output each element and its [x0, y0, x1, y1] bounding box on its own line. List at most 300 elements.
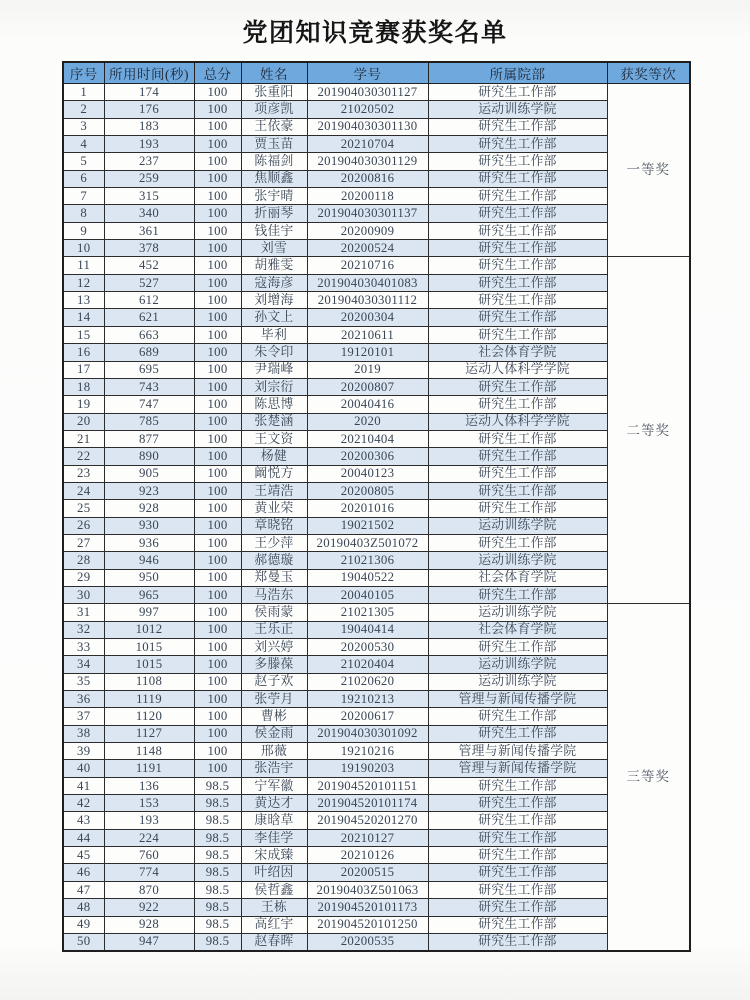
table-row [63, 396, 690, 413]
table-row [63, 881, 690, 898]
name-cell: 章晓铭 [241, 517, 307, 534]
table-row [63, 170, 690, 187]
department-cell: 研究生工作部 [428, 864, 607, 881]
time-cell: 153 [104, 795, 194, 812]
time-cell: 1012 [104, 621, 194, 638]
name-cell: 陈思博 [241, 396, 307, 413]
name-cell: 胡雅雯 [241, 257, 307, 274]
time-cell: 1015 [104, 656, 194, 673]
student-id-cell: 19210213 [307, 691, 428, 708]
name-cell: 侯金雨 [241, 725, 307, 742]
name-cell: 曹彬 [241, 708, 307, 725]
rank-cell: 42 [63, 795, 104, 812]
name-cell: 焦顺鑫 [241, 170, 307, 187]
header-rank: 序号 [63, 62, 104, 84]
score-cell: 98.5 [194, 916, 241, 933]
student-id-cell: 20210126 [307, 847, 428, 864]
table-row [63, 829, 690, 846]
student-id-cell: 19190203 [307, 760, 428, 777]
time-cell: 136 [104, 777, 194, 794]
department-cell: 研究生工作部 [428, 448, 607, 465]
header-name: 姓名 [241, 62, 307, 84]
table-row [63, 517, 690, 534]
time-cell: 1120 [104, 708, 194, 725]
department-cell: 研究生工作部 [428, 534, 607, 551]
header-score: 总分 [194, 62, 241, 84]
name-cell: 刘宗衍 [241, 378, 307, 395]
student-id-cell: 21020404 [307, 656, 428, 673]
score-cell: 98.5 [194, 864, 241, 881]
department-cell: 研究生工作部 [428, 465, 607, 482]
score-cell: 100 [194, 170, 241, 187]
student-id-cell: 201904030301130 [307, 118, 428, 135]
department-cell: 管理与新闻传播学院 [428, 691, 607, 708]
name-cell: 郝德璇 [241, 552, 307, 569]
department-cell: 研究生工作部 [428, 170, 607, 187]
time-cell: 1015 [104, 639, 194, 656]
student-id-cell: 19040414 [307, 621, 428, 638]
student-id-cell: 20200909 [307, 222, 428, 239]
table-row [63, 552, 690, 569]
table-row [63, 413, 690, 430]
score-cell: 98.5 [194, 881, 241, 898]
rank-cell: 7 [63, 188, 104, 205]
time-cell: 743 [104, 378, 194, 395]
department-cell: 管理与新闻传播学院 [428, 743, 607, 760]
student-id-cell: 20201016 [307, 500, 428, 517]
table-row [63, 448, 690, 465]
score-cell: 100 [194, 482, 241, 499]
table-row [63, 136, 690, 153]
department-cell: 管理与新闻传播学院 [428, 760, 607, 777]
table-row [63, 656, 690, 673]
rank-cell: 29 [63, 569, 104, 586]
table-row [63, 222, 690, 239]
rank-cell: 34 [63, 656, 104, 673]
time-cell: 259 [104, 170, 194, 187]
score-cell: 98.5 [194, 812, 241, 829]
rank-cell: 21 [63, 430, 104, 447]
score-cell: 100 [194, 205, 241, 222]
department-cell: 研究生工作部 [428, 933, 607, 950]
name-cell: 王少萍 [241, 534, 307, 551]
student-id-cell: 20200807 [307, 378, 428, 395]
rank-cell: 13 [63, 292, 104, 309]
name-cell: 叶绍因 [241, 864, 307, 881]
time-cell: 237 [104, 153, 194, 170]
department-cell: 研究生工作部 [428, 292, 607, 309]
table-row [63, 812, 690, 829]
award-level-cell: 二等奖 [607, 257, 690, 604]
score-cell: 100 [194, 552, 241, 569]
time-cell: 936 [104, 534, 194, 551]
score-cell: 100 [194, 500, 241, 517]
header-award-level: 获奖等次 [607, 62, 690, 84]
table-row [63, 673, 690, 690]
time-cell: 905 [104, 465, 194, 482]
name-cell: 贾玉苗 [241, 136, 307, 153]
student-id-cell: 21020620 [307, 673, 428, 690]
student-id-cell: 201904030401083 [307, 274, 428, 291]
time-cell: 361 [104, 222, 194, 239]
student-id-cell: 20040416 [307, 396, 428, 413]
score-cell: 100 [194, 413, 241, 430]
name-cell: 高红宇 [241, 916, 307, 933]
table-body [63, 84, 690, 951]
student-id-cell: 20200617 [307, 708, 428, 725]
time-cell: 760 [104, 847, 194, 864]
name-cell: 王依豪 [241, 118, 307, 135]
table-row [63, 864, 690, 881]
rank-cell: 36 [63, 691, 104, 708]
table-row [63, 534, 690, 551]
name-cell: 刘增海 [241, 292, 307, 309]
department-cell: 研究生工作部 [428, 812, 607, 829]
student-id-cell: 201904520101250 [307, 916, 428, 933]
department-cell: 运动训练学院 [428, 656, 607, 673]
name-cell: 张宇晴 [241, 188, 307, 205]
student-id-cell: 2020 [307, 413, 428, 430]
score-cell: 100 [194, 378, 241, 395]
rank-cell: 18 [63, 378, 104, 395]
name-cell: 张重阳 [241, 84, 307, 101]
score-cell: 100 [194, 673, 241, 690]
rank-cell: 20 [63, 413, 104, 430]
score-cell: 100 [194, 136, 241, 153]
score-cell: 100 [194, 517, 241, 534]
department-cell: 研究生工作部 [428, 708, 607, 725]
department-cell: 运动训练学院 [428, 101, 607, 118]
table-row [63, 344, 690, 361]
student-id-cell: 19040522 [307, 569, 428, 586]
time-cell: 928 [104, 500, 194, 517]
name-cell: 侯哲鑫 [241, 881, 307, 898]
name-cell: 项彦凯 [241, 101, 307, 118]
time-cell: 183 [104, 118, 194, 135]
department-cell: 研究生工作部 [428, 829, 607, 846]
department-cell: 研究生工作部 [428, 795, 607, 812]
rank-cell: 6 [63, 170, 104, 187]
student-id-cell: 20040123 [307, 465, 428, 482]
table-row [63, 621, 690, 638]
department-cell: 研究生工作部 [428, 309, 607, 326]
name-cell: 毕利 [241, 326, 307, 343]
rank-cell: 19 [63, 396, 104, 413]
student-id-cell: 2019 [307, 361, 428, 378]
table-row [63, 725, 690, 742]
table-row [63, 743, 690, 760]
table-row [63, 326, 690, 343]
name-cell: 邢薇 [241, 743, 307, 760]
award-level-cell: 一等奖 [607, 84, 690, 257]
table-row [63, 465, 690, 482]
score-cell: 100 [194, 153, 241, 170]
time-cell: 340 [104, 205, 194, 222]
rank-cell: 23 [63, 465, 104, 482]
student-id-cell: 20210611 [307, 326, 428, 343]
name-cell: 刘兴婷 [241, 639, 307, 656]
rank-cell: 28 [63, 552, 104, 569]
rank-cell: 26 [63, 517, 104, 534]
table-row [63, 847, 690, 864]
score-cell: 100 [194, 240, 241, 257]
department-cell: 社会体育学院 [428, 344, 607, 361]
student-id-cell: 20200524 [307, 240, 428, 257]
score-cell: 100 [194, 465, 241, 482]
score-cell: 98.5 [194, 829, 241, 846]
rank-cell: 49 [63, 916, 104, 933]
header-student-id: 学号 [307, 62, 428, 84]
student-id-cell: 20040105 [307, 586, 428, 603]
department-cell: 研究生工作部 [428, 188, 607, 205]
time-cell: 947 [104, 933, 194, 950]
department-cell: 研究生工作部 [428, 586, 607, 603]
department-cell: 研究生工作部 [428, 500, 607, 517]
department-cell: 研究生工作部 [428, 240, 607, 257]
rank-cell: 40 [63, 760, 104, 777]
time-cell: 663 [104, 326, 194, 343]
table-row [63, 916, 690, 933]
department-cell: 研究生工作部 [428, 847, 607, 864]
name-cell: 朱令印 [241, 344, 307, 361]
time-cell: 193 [104, 136, 194, 153]
table-row [63, 569, 690, 586]
score-cell: 100 [194, 656, 241, 673]
name-cell: 王乐正 [241, 621, 307, 638]
score-cell: 100 [194, 101, 241, 118]
rank-cell: 50 [63, 933, 104, 950]
student-id-cell: 19021502 [307, 517, 428, 534]
student-id-cell: 20200304 [307, 309, 428, 326]
time-cell: 527 [104, 274, 194, 291]
time-cell: 997 [104, 604, 194, 621]
score-cell: 98.5 [194, 847, 241, 864]
table-header [63, 62, 690, 84]
rank-cell: 16 [63, 344, 104, 361]
name-cell: 宁军徽 [241, 777, 307, 794]
time-cell: 923 [104, 482, 194, 499]
table-row [63, 274, 690, 291]
student-id-cell: 20200515 [307, 864, 428, 881]
department-cell: 研究生工作部 [428, 257, 607, 274]
table-row [63, 361, 690, 378]
rank-cell: 32 [63, 621, 104, 638]
name-cell: 黄达才 [241, 795, 307, 812]
name-cell: 折丽琴 [241, 205, 307, 222]
table-row [63, 482, 690, 499]
score-cell: 100 [194, 586, 241, 603]
name-cell: 张楚涵 [241, 413, 307, 430]
score-cell: 100 [194, 326, 241, 343]
time-cell: 193 [104, 812, 194, 829]
rank-cell: 4 [63, 136, 104, 153]
table-row [63, 118, 690, 135]
score-cell: 100 [194, 604, 241, 621]
department-cell: 研究生工作部 [428, 777, 607, 794]
score-cell: 100 [194, 621, 241, 638]
student-id-cell: 21021306 [307, 552, 428, 569]
time-cell: 174 [104, 84, 194, 101]
time-cell: 890 [104, 448, 194, 465]
time-cell: 965 [104, 586, 194, 603]
department-cell: 研究生工作部 [428, 274, 607, 291]
table-row [63, 101, 690, 118]
header-department: 所属院部 [428, 62, 607, 84]
rank-cell: 15 [63, 326, 104, 343]
time-cell: 922 [104, 899, 194, 916]
time-cell: 224 [104, 829, 194, 846]
time-cell: 612 [104, 292, 194, 309]
rank-cell: 43 [63, 812, 104, 829]
score-cell: 98.5 [194, 933, 241, 950]
department-cell: 研究生工作部 [428, 378, 607, 395]
rank-cell: 46 [63, 864, 104, 881]
time-cell: 928 [104, 916, 194, 933]
department-cell: 研究生工作部 [428, 326, 607, 343]
table-row [63, 188, 690, 205]
score-cell: 100 [194, 430, 241, 447]
student-id-cell: 20210716 [307, 257, 428, 274]
score-cell: 100 [194, 569, 241, 586]
table-row [63, 899, 690, 916]
time-cell: 1148 [104, 743, 194, 760]
header-row [63, 62, 690, 84]
department-cell: 研究生工作部 [428, 639, 607, 656]
score-cell: 98.5 [194, 777, 241, 794]
student-id-cell: 201904030301127 [307, 84, 428, 101]
department-cell: 研究生工作部 [428, 430, 607, 447]
name-cell: 王靖浩 [241, 482, 307, 499]
name-cell: 多滕葆 [241, 656, 307, 673]
award-level-cell: 三等奖 [607, 604, 690, 951]
score-cell: 100 [194, 760, 241, 777]
table-row [63, 500, 690, 517]
student-id-cell: 20210704 [307, 136, 428, 153]
score-cell: 100 [194, 309, 241, 326]
rank-cell: 11 [63, 257, 104, 274]
student-id-cell: 20190403Z501063 [307, 881, 428, 898]
time-cell: 946 [104, 552, 194, 569]
name-cell: 王栋 [241, 899, 307, 916]
student-id-cell: 20210404 [307, 430, 428, 447]
student-id-cell: 201904520101174 [307, 795, 428, 812]
name-cell: 孙文上 [241, 309, 307, 326]
table-row [63, 430, 690, 447]
department-cell: 运动训练学院 [428, 517, 607, 534]
name-cell: 黄业荣 [241, 500, 307, 517]
department-cell: 研究生工作部 [428, 482, 607, 499]
student-id-cell: 201904030301137 [307, 205, 428, 222]
department-cell: 研究生工作部 [428, 84, 607, 101]
table-row [63, 84, 690, 101]
time-cell: 176 [104, 101, 194, 118]
student-id-cell: 20200118 [307, 188, 428, 205]
rank-cell: 30 [63, 586, 104, 603]
rank-cell: 45 [63, 847, 104, 864]
award-table [62, 61, 691, 952]
department-cell: 运动训练学院 [428, 673, 607, 690]
rank-cell: 3 [63, 118, 104, 135]
rank-cell: 24 [63, 482, 104, 499]
name-cell: 寇海彦 [241, 274, 307, 291]
department-cell: 社会体育学院 [428, 621, 607, 638]
department-cell: 研究生工作部 [428, 136, 607, 153]
name-cell: 马浩东 [241, 586, 307, 603]
name-cell: 赵春晖 [241, 933, 307, 950]
department-cell: 研究生工作部 [428, 899, 607, 916]
table-row [63, 708, 690, 725]
table-row [63, 639, 690, 656]
time-cell: 1108 [104, 673, 194, 690]
student-id-cell: 21020502 [307, 101, 428, 118]
rank-cell: 44 [63, 829, 104, 846]
time-cell: 689 [104, 344, 194, 361]
name-cell: 杨健 [241, 448, 307, 465]
time-cell: 747 [104, 396, 194, 413]
name-cell: 张苧月 [241, 691, 307, 708]
department-cell: 运动训练学院 [428, 604, 607, 621]
rank-cell: 37 [63, 708, 104, 725]
time-cell: 877 [104, 430, 194, 447]
department-cell: 运动人体科学学院 [428, 361, 607, 378]
score-cell: 100 [194, 448, 241, 465]
table-row [63, 777, 690, 794]
rank-cell: 35 [63, 673, 104, 690]
time-cell: 1191 [104, 760, 194, 777]
name-cell: 钱佳宇 [241, 222, 307, 239]
rank-cell: 39 [63, 743, 104, 760]
time-cell: 695 [104, 361, 194, 378]
score-cell: 100 [194, 257, 241, 274]
score-cell: 100 [194, 743, 241, 760]
student-id-cell: 201904030301129 [307, 153, 428, 170]
table-row [63, 604, 690, 621]
rank-cell: 10 [63, 240, 104, 257]
time-cell: 950 [104, 569, 194, 586]
score-cell: 100 [194, 344, 241, 361]
time-cell: 452 [104, 257, 194, 274]
name-cell: 阚悦方 [241, 465, 307, 482]
student-id-cell: 19210216 [307, 743, 428, 760]
rank-cell: 41 [63, 777, 104, 794]
header-time: 所用时间(秒) [104, 62, 194, 84]
rank-cell: 2 [63, 101, 104, 118]
name-cell: 郑曼玉 [241, 569, 307, 586]
rank-cell: 22 [63, 448, 104, 465]
name-cell: 陈福剑 [241, 153, 307, 170]
department-cell: 研究生工作部 [428, 725, 607, 742]
score-cell: 100 [194, 292, 241, 309]
rank-cell: 1 [63, 84, 104, 101]
student-id-cell: 20200306 [307, 448, 428, 465]
department-cell: 研究生工作部 [428, 118, 607, 135]
score-cell: 100 [194, 396, 241, 413]
student-id-cell: 20200535 [307, 933, 428, 950]
rank-cell: 9 [63, 222, 104, 239]
rank-cell: 31 [63, 604, 104, 621]
rank-cell: 14 [63, 309, 104, 326]
rank-cell: 38 [63, 725, 104, 742]
score-cell: 100 [194, 691, 241, 708]
name-cell: 张浩宇 [241, 760, 307, 777]
rank-cell: 25 [63, 500, 104, 517]
student-id-cell: 201904520101173 [307, 899, 428, 916]
rank-cell: 27 [63, 534, 104, 551]
department-cell: 研究生工作部 [428, 881, 607, 898]
score-cell: 100 [194, 222, 241, 239]
table-row [63, 586, 690, 603]
rank-cell: 33 [63, 639, 104, 656]
